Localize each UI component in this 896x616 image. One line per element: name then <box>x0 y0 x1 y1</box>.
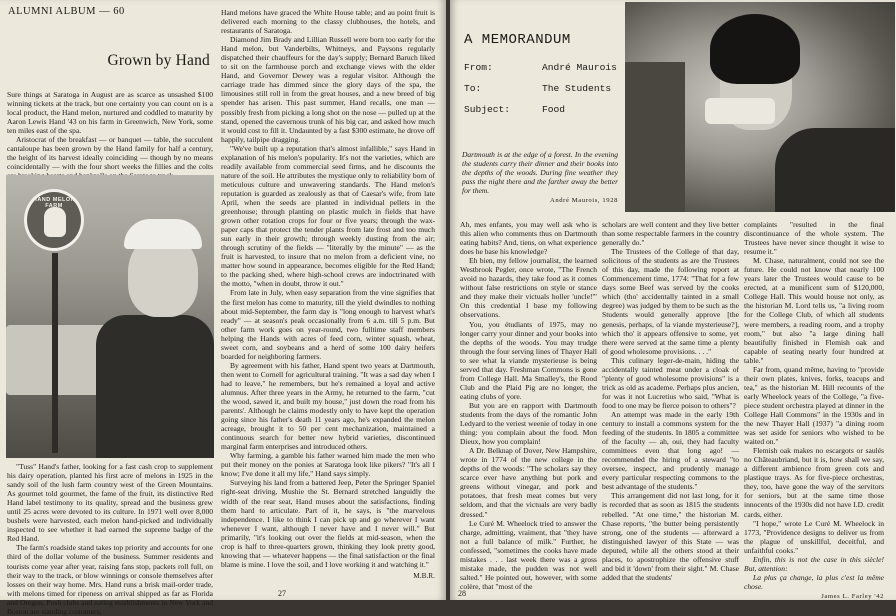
photo-caption <box>462 150 618 204</box>
paragraph: Surveying his land from a battered Jeep, Peter the Springer Spaniel right-seat driving, Mushie the St. Bernard stretched languidly the width of the rear seat, Hand muses about the satisfactions, finding them hard to articulate. Part of it, he says, is "the marvelous independence. I like to think I can pick up and go wherever I want whenever I want, although I never have and I never will." But primarily, "it's looking out over the fields at mid-season, when the crop is half to three-quarters grown, thinking they look pretty good, knowing that — whatever happens — the final satisfaction or the final blame is mine. I love the soil, and I love working it and watching it." <box>221 478 435 569</box>
right-column-3 <box>744 220 884 600</box>
shirt-shape <box>775 128 895 212</box>
photo-caption-text <box>7 462 213 616</box>
paragraph: scholars are well content and they live better than some respectable farmers in the country generally do." <box>602 220 739 248</box>
hair-shape <box>710 14 800 84</box>
tree-shape <box>625 62 685 212</box>
paragraph: This arrangement did not last long, for it is recorded that as soon as 1815 the students rebelled. "At one time," the historian M. Chase reports, "the butter being persistently strong, one of the students — afterward a distinguished lawyer of this State — was deputed, while all the others stood at their places, to apostrophize the offensive stuff and bid it 'down' from their sight." M. Chase added that the students' <box>602 491 739 582</box>
paragraph: Ah, mes enfants, you may well ask who is this alien who comments thus on Dartmouth eating habits? And, tiens, on what experience does he base his knowledge? <box>460 220 597 257</box>
paragraph: By agreement with his father, Hand spent two years at Dartmouth, then went to Cornell for agricultural training. "It was a sad day when I had to leave," he remembers, but he's remained a loyal and active alumnus. After three years in the Army, he returned to the farm, "cut the wood, sawed it, and built my house," just down the road from his parents'. Although he claims modestly only to have kept the operation going since his father's death 11 years ago, he's expanded the melon acreage, brought it to 50 per cent mechanization, maintained a continuous search for better new hybrid varieties, discontinued marginal farm enterprises and introduced others. <box>221 360 435 452</box>
paragraph: "Tuss" Hand's father, looking for a fast cash crop to supplement his dairy operation, planted his first acre of melons in 1925 in the sandy soil of the lush farm country west of the Green Mountains. As gourmet told gourmet, the fame of the fruit, its distinctive Red Hand label testimony to its quality, spread and the business grew until 25 acres were devoted to its culture. In 1971 well over 8,000 bushels were harvested, each melon hand-picked and individually inspected to see whether it had earned the supreme badge of the Red Hand. <box>7 462 213 544</box>
paragraph: Why farming, a gamble his father warned him made the men who put their money on the ponies at Saratoga look like pikers? "It's all I know; I've done it all my life," Hand says simply. <box>221 451 435 479</box>
paragraph: The Trustees of the College of that day, solicitous of the students as are the Trustees of this day, made the following report at Commencement time, 1774: "That for a few days some Beef was served by the cooks which (tho' accidentally tainted in a small degree) was judged by them to be such as the Students would generally approve [the genesis, perhaps, of la viande mysterieuse?], which tho' it appears offensive to some, yet there were served at the same time a plenty of good wholesome provisions. . . ." <box>602 247 739 356</box>
paragraph: Far from, quand même, having to "provide their own plates, knives, forks, teacups and tea," as the historian M. Hill recounts of the early Wheelock years of the College, "a five-piece student orchestra played at dinner in the College Hall Commons" in the 1930s and in the new Thayer Hall (1937) "a dining room was set aside for seniors who wished to be waited on." <box>744 364 884 447</box>
paragraph: M. Chase, naturalment, could not see the future. He could not know that nearly 100 years later the Trustees would cause to be erected, at a munificent sum of $120,000, College Hall. This would house not only, as the historian M. Lord tells us, "a living room for the College Club, of which all students were members, a reading room, and a trophy room," but also "a large dining hall beautifully finished in Flemish oak and capable of seating nearly four hundred at table." <box>744 256 884 365</box>
paragraph: Aristocrat of the breakfast — or banquet — table, the succulent cantaloupe has been grown by the Hand family for half a century, the height of its harvest ideally coinciding — though by no means coincidentally — with the four short weeks the fillies and the colts <box>7 135 213 172</box>
author-initials: M.B.R. <box>413 570 435 580</box>
memo-from-label: From: <box>464 62 493 73</box>
paragraph: An attempt was made in the early 19th century to install a commons system for the feeding of the students. In 1805 a committee of the faculty — ah, oui, they had faculty committees even that long ago! — recommended the hiring of a steward "to oversee, inspect, and prudently manage every particular respecting commons to the best advantage of the students." <box>602 409 739 492</box>
caption-credit: André Maurois, 1928 <box>550 197 618 204</box>
page-number: 27 <box>278 589 286 598</box>
hand-icon <box>44 207 66 237</box>
farmer-photo <box>6 175 214 458</box>
paragraph: You, you étudiants of 1975, may no longer carry your dinner and your books into the depths of the woods. You may trudge through the four serving lines of Thayer Hall to see what la viande mysterieuse is being served that day. Freshman Commons is gone from College Hall. Ma Smalley's, the Rood Club and the Plaid Pig are no longer, the eating clubs of yore. <box>460 319 597 401</box>
article-title: Grown by Hand <box>107 52 210 69</box>
paragraph: Le Curé M. Wheelock tried to answer the charge, admitting, vraiment, that "they have not a full balance of milk." Further, he confessed, "sometimes the cooks have made mistakes . . . last week there was a gross mistake made, the pudden was not well salted." He pointed out, however, with some colère, that "most of the <box>460 518 597 591</box>
sign-pole <box>52 253 58 453</box>
paragraph: A Dr. Belknap of Dover, New Hampshire, wrote in 1774 of the new college in the depths of the woods: "The scholars say they scarce ever have anything but pork and greens without vinegar, and pork and potatoes, that fresh meat comes but very seldom, and that the victuals are very badly dressed." <box>460 446 597 519</box>
paragraph: This culinary leger-de-main, hiding the accidentally tainted meat under a cloak of "plenty of good wholesome provisions" is a trick as old as academe. Perhaps plus ancien, for was it not Lucretius who said, "What is food to one may be fierce poison to others"? <box>602 355 739 410</box>
memo-to-value: The Students <box>542 83 612 94</box>
right-column-1 <box>460 220 597 591</box>
memo-subject-label: Subject: <box>464 104 511 115</box>
paragraph: complaints "resulted in the final discontinuance of the whole system. The Trustees have never since thought it wise to resume it." <box>744 220 884 257</box>
memo-to-label: To: <box>464 83 482 94</box>
memo-to <box>464 83 611 94</box>
right-column-2 <box>602 220 739 582</box>
paragraph: "I hope," wrote Le Curé M. Wheelock in 1773, "Providence designs to deliver us from the plague of unskillful, deceitful, and unfaithful cooks." <box>744 518 884 555</box>
memo-subject-value: Food <box>542 104 566 115</box>
left-column-2 <box>221 8 435 580</box>
running-head: ALUMNI ALBUM — 60 <box>8 6 125 17</box>
author-signoff: James L. Farley '42 <box>821 592 884 600</box>
paragraph: Diamond Jim Brady and Lillian Russell were born too early for the Hand melon, but Vanderbilts, Whitneys, and Paysons regularly dispatched their chauffeurs for the day's supply; Bernard Baruch liked to sit on the farmhouse porch and exchange views with the elder Hand, and Governor Dewey was a regular visitor. Although the carriage trade has dimmed since the glory days of the spa, the limousines still roll in from the great houses, and a new breed of big spender has arisen. This past summer, Hand recalls, one man — possibly fresh from picking a long shot on the nose — pulled up at the stand, opened the cavernous trunk of his big car, and asked how much it would cost to fill it. Undaunted by a fast $300 estimate, he drove off happily, tailpipe dragging. <box>221 35 435 144</box>
man-body <box>96 315 214 458</box>
paragraph: The farm's roadside stand takes top priority and accounts for one third of the dollar volume of the business. Summer residents and tourists come year after year, raising fans stop, packets roll full, on their way to the track, or blow winnings or console themselves after losses on their way home. Mrs. Hand runs a brisk mail-order trade, with melons timed for ripeness on arrival shipped as far as Florida and Oregon. Posh clubs and eating establishments in New York and Boston are standing customers; <box>7 543 213 616</box>
sandwich-shape <box>705 98 775 124</box>
paragraph: Sure things at Saratoga in August are as scarce as unsashed $100 winning tickets at the track, but one certainty you can count on is a local product, the Hand melon, nurtured and coddled to maturity by Aaron Lewis Hand '43 on his farm in Greenwich, New York, some ten miles east of the spa. <box>7 90 213 136</box>
memo-subject <box>464 104 565 115</box>
paragraph: From late in July, when easy separation from the vine signifies that the first melon has come to maturity, till the yield dwindles to nothing about mid-September, the farm day is "long enough to harvest what's ready" — at season's peak occasionally from 6 a.m. till 5 p.m. But other farm work goes on year-round, two fulltime staff members helping the Hands with acres of feed corn, winter squash, wheat, sweet corn, and soybeans and a herd of some 100 dairy heifers boarded for neighboring farmers. <box>221 288 435 361</box>
paragraph: Eh bien, my fellow journalist, the learned Westbrook Pegler, once wrote, "The French avoid no hazards, they take food as it comes without false restrictions on style or stance and they make their victuals holler 'uncle!'" On this credential I base my following observations. <box>460 256 597 320</box>
intro-text <box>7 90 213 180</box>
memo-from <box>464 62 617 73</box>
student-eating-photo <box>625 2 895 212</box>
sign-text: HAND MELON FARM <box>32 197 76 209</box>
left-page <box>0 0 446 616</box>
man-cap <box>124 219 202 249</box>
page-number: 28 <box>458 589 466 598</box>
right-page <box>450 0 896 600</box>
paragraph: "We've built up a reputation that's almost infallible," says Hand in explanation of his melon's popularity. It's not the varieties, which are readily available from commercial seed firms, and he discounts the nature of the soil. He attributes the mystique only to reliability born of meticulous culture and unwavering standards. The Hand melon's reputation is guarded as zealously as that of Caesar's wife, from late April, when the seeds are planted in individual pellets in the greenhouse; through planting on plastic mulch in fields that have grown other rotation crops for four or five years; through the wax-paper caps that protect the tender plants from late frost and too much sun early in their growth; through weekly dusting from the air; through scrutiny of the fields — "literally by the minute" — as the fruit is harvested, to insure that no melon from a deficient vine, no matter how sound in appearance, becomes eligible for the Red Hand; to the packing shed, where high-school crews are indoctrinated with the motto, "when in doubt, throw it out." <box>221 143 435 289</box>
paragraph: But you are en rapport with Dartmouth students from the days of the romantic John Ledyard to the veriest weenie of today in one thing: you complain about the food. Mon Dieux, how you complain! <box>460 400 597 447</box>
paragraph: La plus ça change, la plus c'est la même chose. <box>744 572 884 591</box>
caption-text: Dartmouth is at the edge of a forest. In the evening the students carry their dinner and their books into the depths of the woods. During fine weather they pass the night there and the farther away the better for them. <box>462 150 618 195</box>
paragraph: Flemish oak makes no escargots or saulés no Châteaubriand, but it is, how shall we say, a different ambience from green cots and plastique trays. As for five-piece orchestras, they, too, have gone the way of the servitors for seniors, but at the same time those innocents of the 1930s did not have I.D. credit cards, either. <box>744 446 885 519</box>
paragraph: Enfin, this is not the case in this siècle! But, attention: <box>744 554 884 573</box>
memo-title: A MEMORANDUM <box>464 32 571 48</box>
paragraph: Hand melons have graced the White House table; and au point fruit is delivered each morning to the classy clubhouses, the hotels, and restaurants of Saratoga. <box>221 8 435 36</box>
memo-from-value: André Maurois <box>542 62 617 73</box>
